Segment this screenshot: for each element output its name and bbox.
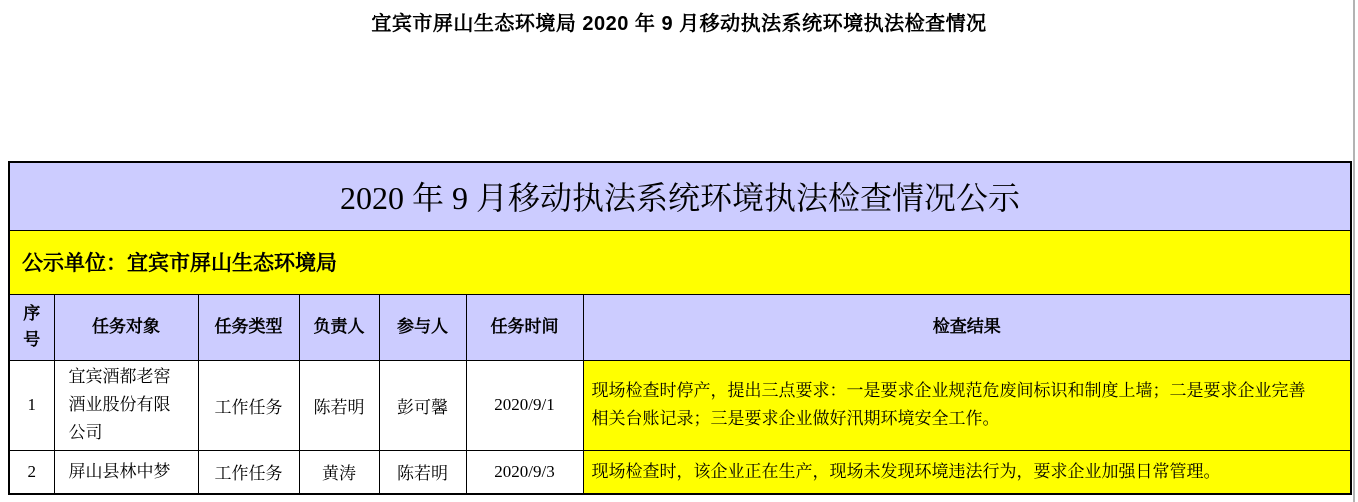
col-header-target: 任务对象 <box>54 294 198 360</box>
cell-participant: 陈若明 <box>379 450 466 494</box>
table-header-row <box>9 294 1351 360</box>
table-row <box>9 360 1351 450</box>
table-banner-title: 2020 年 9 月移动执法系统环境执法检查情况公示 <box>9 162 1351 230</box>
cell-participant: 彭可馨 <box>379 360 466 450</box>
table-row <box>9 450 1351 494</box>
banner-row <box>9 162 1351 230</box>
page-title: 宜宾市屏山生态环境局 2020 年 9 月移动执法系统环境执法检查情况 <box>371 13 987 35</box>
col-header-result: 检查结果 <box>583 294 1351 360</box>
col-header-leader: 负责人 <box>299 294 379 360</box>
cell-target: 宜宾酒都老窖酒业股份有限公司 <box>54 360 198 450</box>
cell-leader: 陈若明 <box>299 360 379 450</box>
cell-result: 现场检查时，该企业正在生产，现场未发现环境违法行为，要求企业加强日常管理。 <box>583 450 1351 494</box>
cell-type: 工作任务 <box>198 450 299 494</box>
col-header-seq: 序号 <box>9 294 54 360</box>
window-edge-line <box>1353 0 1355 502</box>
cell-type: 工作任务 <box>198 360 299 450</box>
cell-seq: 2 <box>9 450 54 494</box>
cell-target: 屏山县林中梦 <box>54 450 198 494</box>
col-header-participant: 参与人 <box>379 294 466 360</box>
col-header-date: 任务时间 <box>466 294 583 360</box>
col-header-type: 任务类型 <box>198 294 299 360</box>
cell-result: 现场检查时停产，提出三点要求：一是要求企业规范危废间标识和制度上墙；二是要求企业完善相关台账记录；三是要求企业做好汛期环境安全工作。 <box>583 360 1351 450</box>
cell-date: 2020/9/1 <box>466 360 583 450</box>
inspection-table <box>8 161 1352 495</box>
cell-leader: 黄涛 <box>299 450 379 494</box>
publisher-row <box>9 230 1351 294</box>
publisher-label: 公示单位：宜宾市屏山生态环境局 <box>9 230 1351 294</box>
cell-seq: 1 <box>9 360 54 450</box>
cell-date: 2020/9/3 <box>466 450 583 494</box>
